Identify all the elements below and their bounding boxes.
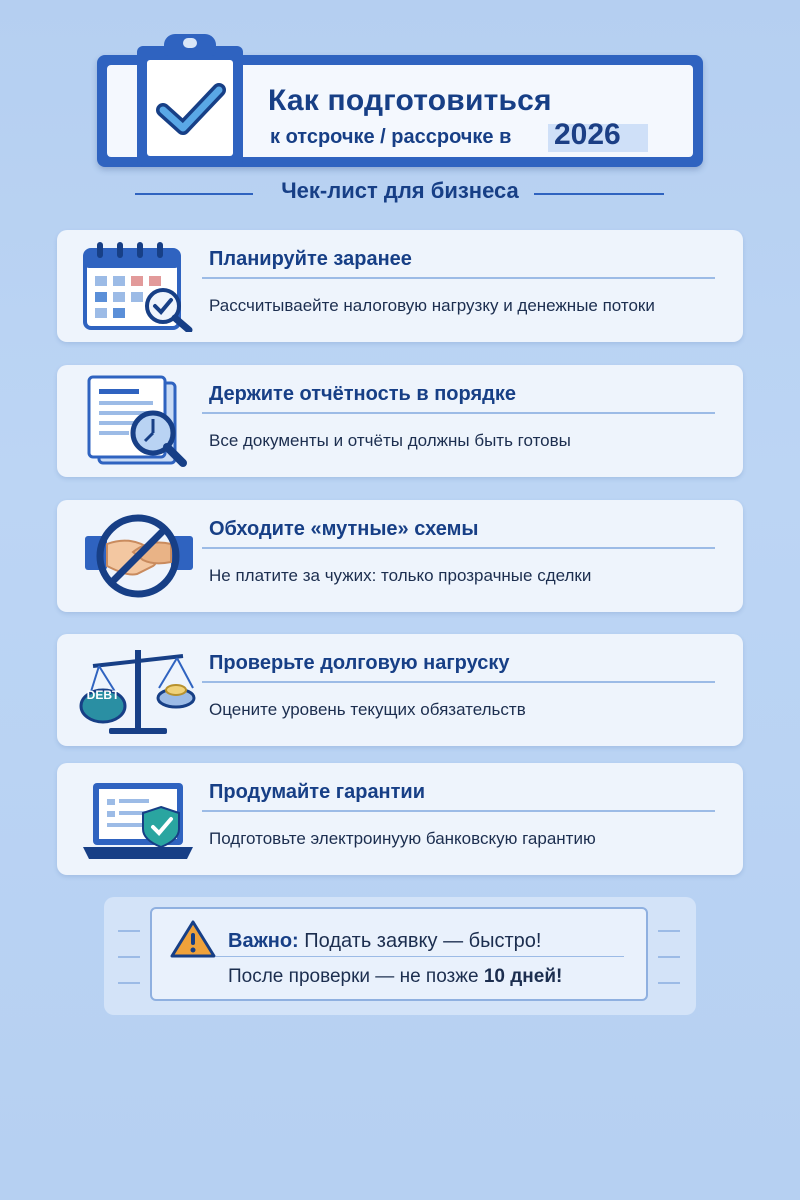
page-subtitle: Чек-лист для бизнеса xyxy=(281,178,519,203)
document-search-icon xyxy=(79,375,197,467)
decor-line xyxy=(658,982,680,984)
decor-line xyxy=(118,930,140,932)
item-divider xyxy=(202,547,715,549)
important-divider xyxy=(216,956,624,957)
checklist-item-guarantee xyxy=(57,763,743,875)
item-description: Все документы и отчёты должны быть готовы xyxy=(209,431,571,450)
important-line2 xyxy=(228,966,562,988)
calendar-icon xyxy=(79,240,197,332)
item-divider xyxy=(202,412,715,414)
page-title-line2: к отсрочке / рассрочке в xyxy=(270,126,512,148)
important-deadline-text: После проверки — не позже xyxy=(228,966,484,987)
checkmark-icon xyxy=(155,80,227,140)
clipboard-clip-hole xyxy=(183,38,197,48)
checklist-item-schemes xyxy=(57,500,743,612)
item-divider xyxy=(202,277,715,279)
item-description: Оцените уровень текущих обязательств xyxy=(209,700,526,719)
item-divider xyxy=(202,810,715,812)
item-title: Проверьте долговую нагруску xyxy=(209,652,510,674)
checklist-item-reports xyxy=(57,365,743,477)
decor-line xyxy=(118,956,140,958)
important-line1 xyxy=(228,930,541,953)
item-description: Не платите за чужих: только прозрачные сделки xyxy=(209,566,592,585)
decor-line xyxy=(118,982,140,984)
item-title: Продумайте гарантии xyxy=(209,781,426,803)
item-divider xyxy=(202,681,715,683)
important-label: Важно: xyxy=(228,930,299,952)
checklist-item-plan xyxy=(57,230,743,342)
item-description: Рассчитываейте налоговую нагрузку и денежные потоки xyxy=(209,296,655,315)
important-deadline: 10 дней! xyxy=(483,966,563,987)
warning-icon xyxy=(170,919,216,959)
item-title: Планируйте заранее xyxy=(209,248,412,270)
page-title-year: 2026 xyxy=(554,118,621,151)
checklist-item-debt xyxy=(57,634,743,746)
item-title: Держите отчётность в порядке xyxy=(209,383,516,405)
item-description: Подготовьте электроинуую банковскую гарантию xyxy=(209,829,596,848)
decor-line xyxy=(658,956,680,958)
debt-label: DEBT xyxy=(86,688,120,702)
page-title: Как подготовиться xyxy=(268,84,552,117)
laptop-shield-icon xyxy=(79,773,197,865)
item-title: Обходите «мутные» схемы xyxy=(209,518,479,540)
important-text: Подать заявку — быстро! xyxy=(298,930,542,952)
no-handshake-icon xyxy=(79,510,197,602)
decor-line xyxy=(658,930,680,932)
